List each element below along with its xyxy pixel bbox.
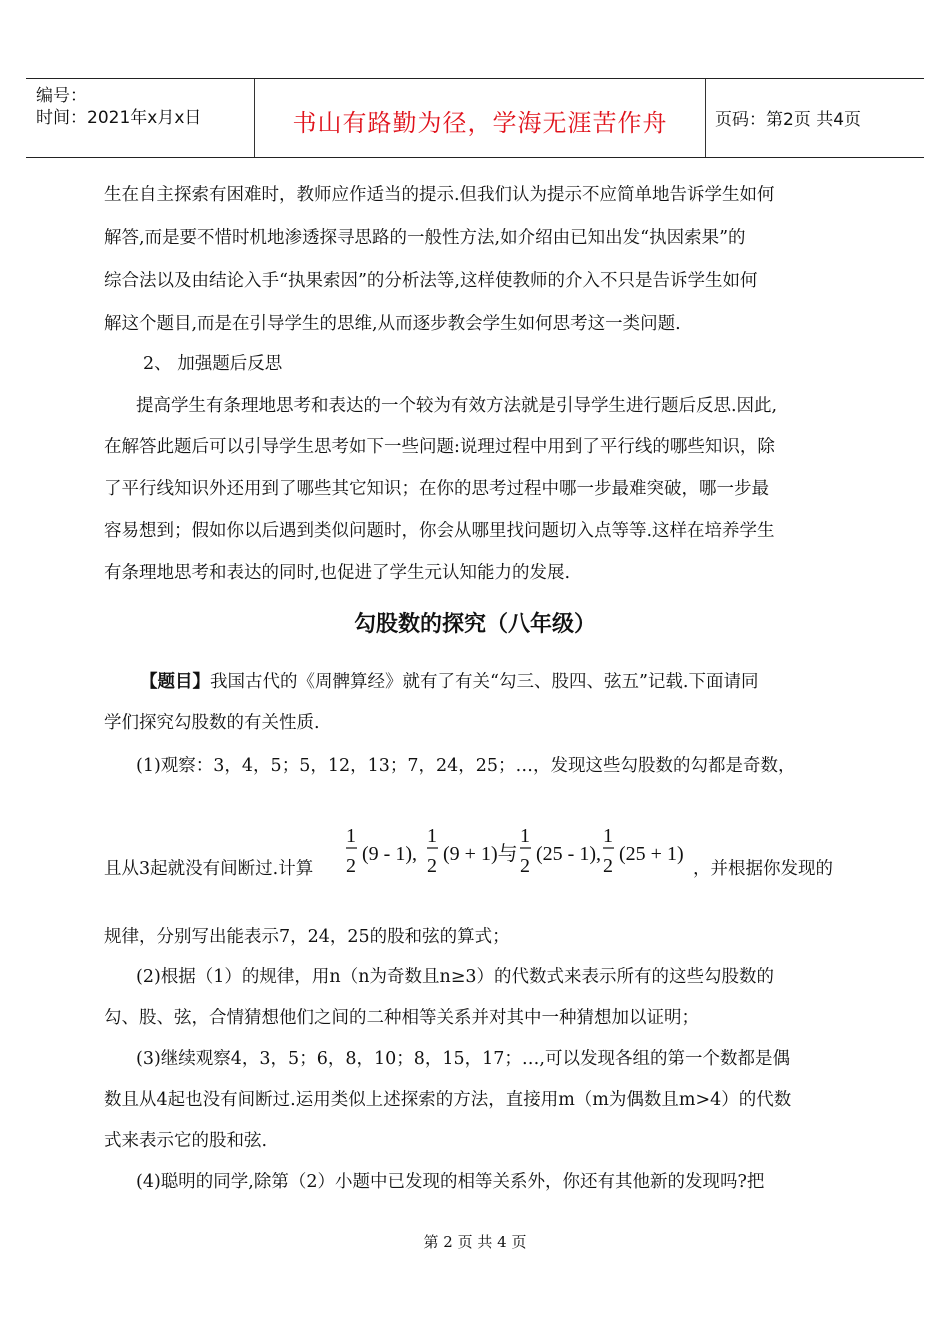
fraction-numerator: 1 xyxy=(520,825,530,847)
formula-term: (25 + 1) xyxy=(619,843,684,865)
header-page-cell xyxy=(705,79,924,157)
paragraph-line: 学们探究勾股数的有关性质. xyxy=(104,713,320,733)
section-heading: 2、 加强题后反思 xyxy=(143,354,283,374)
header-meta xyxy=(26,79,254,157)
question-line: 规律，分别写出能表示7，24，25的股和弦的算式； xyxy=(104,927,510,947)
fraction-numerator: 1 xyxy=(346,825,356,847)
question-line: (3)继续观察4，3，5；6，8，10；8，15，17；…,可以发现各组的第一个数都是偶 xyxy=(136,1049,790,1069)
question-line: 勾、股、弦，合情猜想他们之间的二种相等关系并对其中一种猜想加以证明； xyxy=(104,1008,699,1028)
fraction-denominator: 2 xyxy=(520,855,530,877)
paragraph-line: 解答,而是要不惜时机地渗透探寻思路的一般性方法,如介绍由已知出发“执因索果”的 xyxy=(104,228,746,248)
formula-term: (9 - 1), xyxy=(362,843,417,865)
fraction-numerator: 1 xyxy=(603,825,613,847)
topic-text: 我国古代的《周髀算经》就有了有关“勾三、股四、弦五”记载.下面请同 xyxy=(210,672,759,692)
question-line: (2)根据（1）的规律，用n（n为奇数且n≥3）的代数式来表示所有的这些勾股数的 xyxy=(136,967,775,987)
fraction-denominator: 2 xyxy=(427,855,437,877)
question-line: (4)聪明的同学,除第（2）小题中已发现的相等关系外，你还有其他新的发现吗?把 xyxy=(136,1172,765,1192)
question-line: 式来表示它的股和弦. xyxy=(104,1131,268,1151)
paragraph-line: 综合法以及由结论入手“执果索因”的分析法等,这样使教师的介入不只是告诉学生如何 xyxy=(104,271,758,291)
doc-time-label: 时间：2021年x月x日 xyxy=(36,108,202,128)
formula-term: (9 + 1)与 xyxy=(443,843,518,865)
doc-code-label: 编号： xyxy=(36,86,87,106)
paragraph-line: 了平行线知识外还用到了哪些其它知识；在你的思考过程中哪一步最难突破，哪一步最 xyxy=(104,479,769,499)
paragraph-line: 解这个题目,而是在引导学生的思维,从而逐步教会学生如何思考这一类问题. xyxy=(104,314,681,334)
fraction-numerator: 1 xyxy=(427,825,437,847)
formula-term: (25 - 1), xyxy=(536,843,601,865)
question-line: 且从3起就没有间断过.计算 xyxy=(104,859,314,879)
question-line: ，并根据你发现的 xyxy=(693,859,833,879)
fraction-denominator: 2 xyxy=(346,855,356,877)
topic-tag: 【题目】 xyxy=(140,672,210,692)
paragraph-line: 提高学生有条理地思考和表达的一个较为有效方法就是引导学生进行题后反思.因此, xyxy=(136,396,778,416)
topic-line xyxy=(140,670,758,694)
formula-expression xyxy=(346,822,692,880)
page-footer: 第 2 页 共 4 页 xyxy=(423,1233,527,1251)
fraction-denominator: 2 xyxy=(603,855,613,877)
section-title: 勾股数的探究（八年级） xyxy=(353,612,596,637)
paragraph-line: 容易想到；假如你以后遇到类似问题时，你会从哪里找问题切入点等等.这样在培养学生 xyxy=(104,521,775,541)
paragraph-line: 在解答此题后可以引导学生思考如下一些问题:说理过程中用到了平行线的哪些知识，除 xyxy=(104,437,775,457)
header-page-number: 页码：第2页 共4页 xyxy=(715,110,862,130)
header-motto-cell xyxy=(254,79,706,157)
question-line: (1)观察：3，4，5；5，12，13；7，24，25；…，发现这些勾股数的勾都是奇数， xyxy=(136,756,796,776)
paragraph-line: 生在自主探索有困难时，教师应作适当的提示.但我们认为提示不应简单地告诉学生如何 xyxy=(104,185,775,205)
question-line: 数且从4起也没有间断过.运用类似上述探索的方法，直接用m（m为偶数且m>4）的代数 xyxy=(104,1090,792,1110)
page-header xyxy=(26,78,924,158)
paragraph-line: 有条理地思考和表达的同时,也促进了学生元认知能力的发展. xyxy=(104,563,571,583)
header-motto: 书山有路勤为径，学海无涯苦作舟 xyxy=(292,109,668,137)
